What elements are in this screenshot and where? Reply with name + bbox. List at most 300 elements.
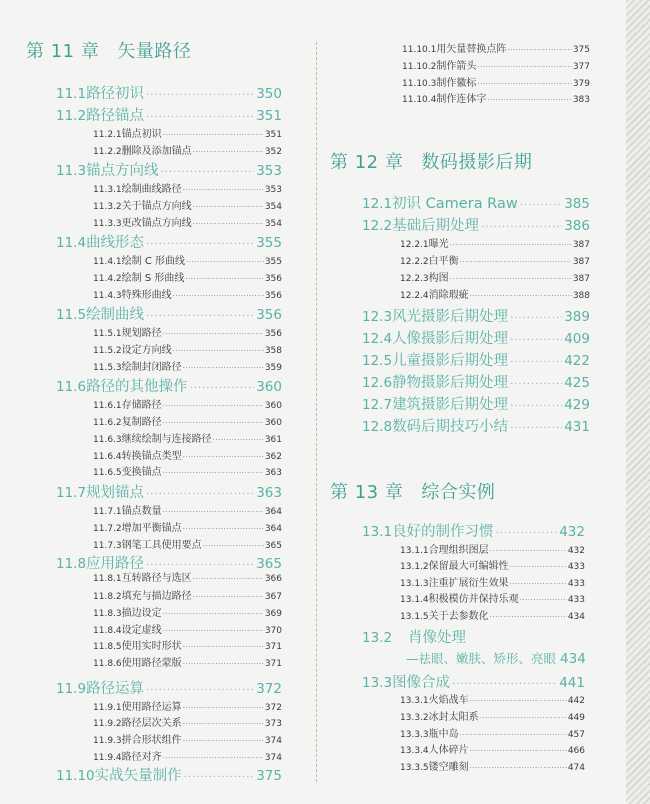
page-number: 433 <box>567 579 585 589</box>
dot-leader <box>163 626 264 636</box>
page-number: 449 <box>567 713 585 723</box>
entry-title: 保留最大可编辑性 <box>428 561 509 572</box>
dot-leader <box>490 546 567 556</box>
toc-subsection-entry <box>402 74 590 89</box>
entry-number: 11.3.2 <box>93 202 122 212</box>
entry-title: 锚点初识 <box>121 129 162 140</box>
page-number: 360 <box>256 379 282 395</box>
entry-title: 肖像处理 <box>408 630 466 646</box>
page-number: 367 <box>264 592 282 602</box>
page-number: 356 <box>256 307 282 323</box>
entry-title: 制作箭头 <box>436 61 477 72</box>
entry-title: 实战矢量制作 <box>94 768 182 784</box>
page-number: 457 <box>567 730 585 740</box>
entry-number: 11.8.1 <box>93 574 122 584</box>
page-number: 352 <box>264 147 282 157</box>
toc-subsection-entry <box>93 324 282 339</box>
entry-number: 11.3.3 <box>93 219 122 229</box>
page-number: 362 <box>264 452 282 462</box>
entry-title: 增加平衡锚点 <box>121 523 182 534</box>
toc-section-entry <box>362 520 585 541</box>
page-number: 364 <box>264 524 282 534</box>
entry-number: 11.5.2 <box>93 346 122 356</box>
entry-number: 11.4 <box>56 235 87 251</box>
entry-number: 11.7.3 <box>93 541 122 551</box>
entry-number: 13.3.1 <box>400 696 429 706</box>
entry-number: 11.8.6 <box>93 659 122 669</box>
toc-section-entry <box>56 481 282 502</box>
page-number: 466 <box>567 746 585 756</box>
toc-subsection-entry <box>402 90 590 105</box>
dot-leader <box>460 257 572 267</box>
page-number: 379 <box>572 79 590 89</box>
entry-title: 路径对齐 <box>121 752 162 763</box>
entry-number: 11.9 <box>56 681 87 697</box>
dot-leader <box>146 488 254 502</box>
toc-subsection-entry <box>93 197 282 212</box>
entry-title: 曲线形态 <box>86 235 145 251</box>
entry-title: 建筑摄影后期处理 <box>392 397 509 413</box>
page-number: 351 <box>256 108 282 124</box>
page-number: 364 <box>264 507 282 517</box>
page-number: 370 <box>264 626 282 636</box>
toc-subsection-entry <box>400 725 585 740</box>
entry-number: 11.2.2 <box>93 147 122 157</box>
toc-subsection-entry <box>93 569 282 584</box>
page-number: 434 <box>567 612 585 622</box>
entry-title: 路径锚点 <box>86 108 145 124</box>
dot-leader <box>183 736 264 746</box>
toc-subsection-entry <box>93 748 282 763</box>
entry-title: 瓶中岛 <box>428 729 459 740</box>
entry-title: 复制路径 <box>121 417 162 428</box>
dot-leader <box>510 562 567 572</box>
entry-title: —祛眼、嫩肤、矫形、亮眼 <box>406 651 557 666</box>
entry-number: 11.7.1 <box>93 507 122 517</box>
dot-leader <box>490 612 567 622</box>
entry-title: 规划路径 <box>121 328 162 339</box>
toc-subsection-entry <box>93 463 282 478</box>
page-number: 371 <box>264 642 282 652</box>
page-number: 354 <box>264 202 282 212</box>
page-number: 369 <box>264 609 282 619</box>
toc-section-entry <box>56 375 282 396</box>
entry-number: 13.1.2 <box>400 562 429 572</box>
page-number: 356 <box>264 274 282 284</box>
dot-leader <box>183 719 264 729</box>
page-number: 375 <box>256 768 282 784</box>
toc-subsection-entry <box>400 758 585 773</box>
page-number: 374 <box>264 753 282 763</box>
dot-leader <box>163 609 264 619</box>
page-number: 356 <box>264 329 282 339</box>
entry-number: 11.8.5 <box>93 642 122 652</box>
entry-number: 11.8.2 <box>93 592 122 602</box>
dot-leader <box>496 527 558 541</box>
toc-section-entry <box>56 104 282 125</box>
page-number: 350 <box>256 86 282 102</box>
dot-leader <box>520 595 567 605</box>
toc-subsection-entry <box>400 269 590 284</box>
toc-subsection-entry <box>93 252 282 267</box>
dot-leader <box>146 310 254 324</box>
chapter-12-heading <box>330 148 532 174</box>
chapter-title: 矢量路径 <box>117 41 192 62</box>
entry-number: 11.9.4 <box>93 753 122 763</box>
entry-number: 11.9.3 <box>93 736 122 746</box>
dot-leader <box>146 89 254 103</box>
toc-subsection-entry <box>93 519 282 534</box>
entry-number: 11.9.1 <box>93 703 122 713</box>
dot-leader <box>452 678 557 692</box>
page-number: 372 <box>256 681 282 697</box>
toc-section-entry <box>56 677 282 698</box>
entry-title: 绘制 C 形曲线 <box>121 256 185 267</box>
toc-subsection-entry <box>402 40 590 55</box>
page-number: 353 <box>264 185 282 195</box>
entry-title: 制作连体字 <box>436 94 487 105</box>
entry-number: 13.1 <box>362 524 393 540</box>
toc-subsection-entry <box>400 235 590 250</box>
dot-leader <box>146 238 254 252</box>
entry-title: 关于锚点方向线 <box>121 201 192 212</box>
dot-leader <box>163 468 264 478</box>
entry-title: 初识 Camera Raw <box>392 196 518 212</box>
toc-subsection-entry <box>93 654 282 669</box>
dot-leader <box>163 329 264 339</box>
toc-subsection-entry <box>93 536 282 551</box>
dot-leader <box>186 257 264 267</box>
entry-title: 路径层次关系 <box>121 718 182 729</box>
dot-leader <box>183 185 264 195</box>
page-number: 366 <box>264 574 282 584</box>
column-divider <box>316 42 317 782</box>
entry-title: 良好的制作习惯 <box>392 524 494 540</box>
toc-subsection-entry <box>93 396 282 411</box>
entry-number: 11.2.1 <box>93 130 122 140</box>
page-number: 434 <box>560 651 586 667</box>
page-number: 353 <box>256 163 282 179</box>
page-number: 388 <box>572 291 590 301</box>
entry-title: 使用路径运算 <box>121 702 182 713</box>
entry-title: 继续绘制与连接路径 <box>121 434 212 445</box>
entry-number: 11.1 <box>56 86 87 102</box>
entry-number: 11.7 <box>56 485 87 501</box>
page-number: 433 <box>567 562 585 572</box>
page-number: 387 <box>572 240 590 250</box>
page-number: 432 <box>567 546 585 556</box>
page-number: 373 <box>264 719 282 729</box>
entry-number: 13.3.2 <box>400 713 429 723</box>
toc-subsection-entry <box>93 587 282 602</box>
entry-number: 12.2.4 <box>400 291 429 301</box>
entry-title: 用矢量替换点阵 <box>436 44 507 55</box>
entry-title: 变换锚点 <box>121 467 162 478</box>
dot-leader <box>193 147 264 157</box>
entry-title: 锚点方向线 <box>86 163 159 179</box>
entry-number: 12.4 <box>362 331 393 347</box>
dot-leader <box>510 356 562 370</box>
entry-title: 注重扩展衍生效果 <box>428 578 509 589</box>
entry-title: 使用实时形状 <box>121 641 182 652</box>
entry-number: 11.6.3 <box>93 435 122 445</box>
page-number: 358 <box>264 346 282 356</box>
entry-title: 设定方向线 <box>121 345 172 356</box>
entry-title: 路径初识 <box>86 86 145 102</box>
entry-title: 合理组织图层 <box>428 545 489 556</box>
toc-subsection-entry <box>400 607 585 622</box>
entry-title: 特殊形曲线 <box>121 290 172 301</box>
dot-leader <box>183 642 264 652</box>
toc-subsection-entry <box>400 708 585 723</box>
chapter-title: 综合实例 <box>421 482 496 503</box>
entry-number: 12.2.2 <box>400 257 429 267</box>
entry-number: 12.2 <box>362 218 393 234</box>
entry-number: 11.10.1 <box>402 45 437 55</box>
entry-title: 火焰战车 <box>428 695 469 706</box>
dot-leader <box>185 274 263 284</box>
toc-subsection-entry <box>93 430 282 445</box>
dot-leader <box>183 703 264 713</box>
toc-subsection-entry <box>93 125 282 140</box>
entry-title: 拼合形状组件 <box>121 735 182 746</box>
dot-leader <box>183 363 264 373</box>
page-number: 359 <box>264 363 282 373</box>
entry-number: 12.2.1 <box>400 240 429 250</box>
entry-number: 11.6.1 <box>93 401 122 411</box>
entry-title: 关于去参数化 <box>428 611 489 622</box>
dot-leader <box>460 730 567 740</box>
dot-leader <box>183 452 264 462</box>
entry-title: 制作徽标 <box>436 78 477 89</box>
toc-subsection-entry <box>93 637 282 652</box>
toc-subsection-entry <box>93 604 282 619</box>
entry-title: 静物摄影后期处理 <box>392 375 509 391</box>
toc-subsection-entry <box>400 691 585 706</box>
entry-number: 12.2.3 <box>400 274 429 284</box>
entry-title: 图像合成 <box>392 675 451 691</box>
dot-leader <box>163 418 264 428</box>
dot-leader <box>146 684 254 698</box>
toc-subsection-entry <box>93 714 282 729</box>
dot-leader <box>470 291 572 301</box>
entry-title: 使用路径蒙版 <box>121 658 182 669</box>
page-number: 386 <box>564 218 590 234</box>
page-edge <box>626 0 650 804</box>
entry-title: 白平衡 <box>428 256 459 267</box>
page-number: 354 <box>264 219 282 229</box>
dot-leader <box>510 422 562 436</box>
dot-leader <box>487 95 571 105</box>
entry-title: 镂空雕刻 <box>428 762 469 773</box>
dot-leader <box>193 219 264 229</box>
dot-leader <box>173 291 264 301</box>
entry-number: 11.5.1 <box>93 329 122 339</box>
toc-section-entry <box>56 303 282 324</box>
toc-subsection-entry <box>93 698 282 713</box>
entry-number: 11.6.4 <box>93 452 122 462</box>
toc-section-entry <box>362 671 585 692</box>
chapter-number: 第 11 章 <box>26 41 100 62</box>
page-number: 441 <box>559 675 585 691</box>
dot-leader <box>163 401 264 411</box>
entry-title: 绘制 S 形曲线 <box>121 273 185 284</box>
page-number: 365 <box>264 541 282 551</box>
page-number: 409 <box>564 331 590 347</box>
entry-title: 构图 <box>428 273 449 284</box>
entry-title: 绘制曲线 <box>86 307 145 323</box>
toc-section-entry <box>362 349 590 370</box>
entry-title: 路径运算 <box>86 681 145 697</box>
chapter-13-heading <box>330 478 495 504</box>
page-number: 431 <box>564 419 590 435</box>
dot-leader <box>470 746 567 756</box>
toc-section-entry <box>362 415 590 436</box>
entry-title: 设定虚线 <box>121 625 162 636</box>
dot-leader <box>193 202 264 212</box>
dot-leader <box>450 274 572 284</box>
dot-leader <box>183 659 264 669</box>
toc-subsection-entry <box>400 252 590 267</box>
dot-leader <box>146 111 254 125</box>
dot-leader <box>520 199 563 213</box>
entry-title: 删除及添加锚点 <box>121 146 192 157</box>
toc-subsection-entry <box>93 142 282 157</box>
dot-leader <box>470 763 567 773</box>
dot-leader <box>481 221 562 235</box>
entry-number: 11.10.2 <box>402 62 437 72</box>
toc-section-entry <box>362 192 590 213</box>
dot-leader <box>480 713 567 723</box>
toc-subsection-entry <box>400 574 585 589</box>
page-number: 371 <box>264 659 282 669</box>
entry-number: 11.6.5 <box>93 468 122 478</box>
page-number: 389 <box>564 309 590 325</box>
dot-leader <box>163 507 264 517</box>
entry-title: 人像摄影后期处理 <box>392 331 509 347</box>
chapter-11-heading <box>26 37 191 63</box>
page-number: 355 <box>256 235 282 251</box>
entry-number: 13.3.3 <box>400 730 429 740</box>
dot-leader <box>173 346 264 356</box>
toc-subsection-entry <box>93 731 282 746</box>
entry-title: 基础后期处理 <box>392 218 480 234</box>
toc-subsection-entry <box>93 214 282 229</box>
entry-title: 描边设定 <box>121 608 162 619</box>
entry-title: 人体碎片 <box>428 745 469 756</box>
page-number: 387 <box>572 274 590 284</box>
dot-leader <box>161 166 255 180</box>
dot-leader <box>510 579 567 589</box>
entry-title: 钢笔工具使用要点 <box>121 540 202 551</box>
page-number: 360 <box>264 401 282 411</box>
entry-number: 13.3.4 <box>400 746 429 756</box>
dot-leader <box>510 400 562 414</box>
entry-title: 填充与描边路径 <box>121 591 192 602</box>
dot-leader <box>183 524 264 534</box>
dot-leader <box>507 45 571 55</box>
dot-leader <box>163 753 264 763</box>
page-number: 383 <box>572 95 590 105</box>
toc-entry-note <box>406 649 585 668</box>
toc-section-entry <box>56 764 282 785</box>
toc-section-entry <box>56 82 282 103</box>
toc-section-entry <box>56 231 282 252</box>
toc-subsection-entry <box>402 57 590 72</box>
entry-number: 13.1.1 <box>400 546 429 556</box>
page-number: 375 <box>572 45 590 55</box>
page-number: 433 <box>567 595 585 605</box>
toc-subsection-entry <box>93 413 282 428</box>
toc-subsection-entry <box>93 269 282 284</box>
dot-leader <box>450 240 572 250</box>
entry-number: 11.8.4 <box>93 626 122 636</box>
toc-subsection-entry <box>400 590 585 605</box>
entry-number: 11.4.2 <box>93 274 122 284</box>
entry-number: 12.7 <box>362 397 393 413</box>
dot-leader <box>193 592 264 602</box>
entry-number: 12.5 <box>362 353 393 369</box>
toc-subsection-entry <box>93 286 282 301</box>
toc-subsection-entry <box>93 621 282 636</box>
chapter-title: 数码摄影后期 <box>421 152 533 173</box>
entry-number: 12.8 <box>362 419 393 435</box>
dot-leader <box>184 771 255 785</box>
page-number: 385 <box>564 196 590 212</box>
toc-section-entry <box>362 393 590 414</box>
dot-leader <box>510 378 562 392</box>
toc-subsection-entry <box>93 502 282 517</box>
entry-number: 11.3.1 <box>93 185 122 195</box>
chapter-number: 第 12 章 <box>330 152 404 173</box>
entry-number: 11.4.3 <box>93 291 122 301</box>
entry-title: 应用路径 <box>86 556 145 572</box>
page-number: 474 <box>567 763 585 773</box>
page-number: 361 <box>264 435 282 445</box>
toc-section-entry <box>362 327 590 348</box>
dot-leader <box>510 334 562 348</box>
entry-title: 数码后期技巧小结 <box>392 419 509 435</box>
page-number: 365 <box>256 556 282 572</box>
dot-leader <box>193 574 264 584</box>
page-number: 356 <box>264 291 282 301</box>
entry-title: 曝光 <box>428 239 449 250</box>
entry-number: 13.3 <box>362 675 393 691</box>
entry-title: 更改锚点方向线 <box>121 218 192 229</box>
page-number: 372 <box>264 703 282 713</box>
toc-subsection-entry <box>400 286 590 301</box>
dot-leader <box>213 435 264 445</box>
toc-subsection-entry <box>400 557 585 572</box>
toc-subsection-entry <box>93 358 282 373</box>
entry-title: 积极模仿并保持乐观 <box>428 594 519 605</box>
entry-number: 11.7.2 <box>93 524 122 534</box>
dot-leader <box>510 312 562 326</box>
page-number: 355 <box>264 257 282 267</box>
entry-title: 锚点数量 <box>121 506 162 517</box>
entry-number: 13.2 <box>362 630 393 646</box>
entry-title: 规划锚点 <box>86 485 145 501</box>
entry-number: 11.6.2 <box>93 418 122 428</box>
entry-title: 消除瑕疵 <box>428 290 469 301</box>
toc-subsection-entry <box>400 741 585 756</box>
entry-title: 绘制封闭路径 <box>121 362 182 373</box>
page-number: 377 <box>572 62 590 72</box>
page-number: 432 <box>559 524 585 540</box>
toc-subsection-entry <box>93 447 282 462</box>
page-number: 442 <box>567 696 585 706</box>
page-number: 351 <box>264 130 282 140</box>
